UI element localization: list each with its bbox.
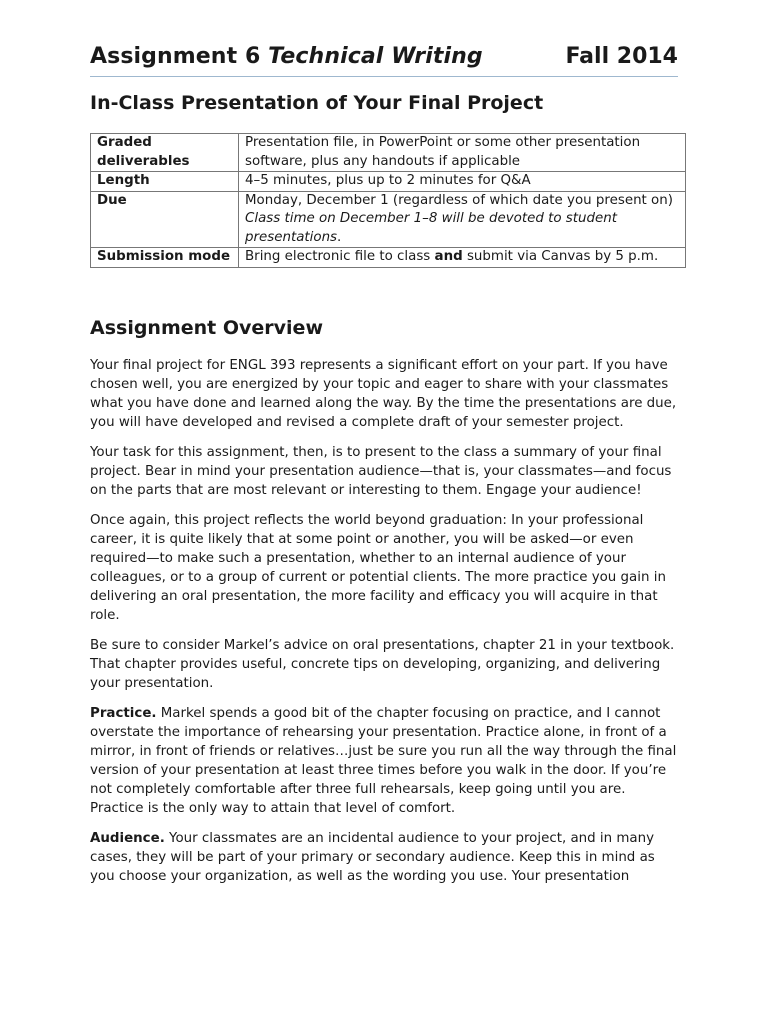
audience-paragraph <box>90 829 680 886</box>
submission-text-2: submit via Canvas by 5 p.m. <box>462 249 659 264</box>
course-name: Technical Writing <box>268 44 483 69</box>
graded-deliverables-value: Presentation file, in PowerPoint or some other presentation software, plus any handouts if applicable <box>239 134 686 172</box>
overview-paragraph-3: Once again, this project reflects the world beyond graduation: In your professional career, it is quite likely that at some point or another, you will be asked—or even required—to make such a presentation, whether to an internal audience of your colleagues, or to a group of current or potential clients. The more practice you gain in delivering an oral presentation, the more facility and efficacy you will acquire in that role. <box>90 513 666 623</box>
overview-paragraph-1: Your final project for ENGL 393 represents a significant effort on your part. If you have chosen well, you are energized by your topic and eager to share with your classmates what you have done and learned along the way. By the time the presentations are due, you will have developed and revised a complete draft of your semester project. <box>90 358 677 430</box>
audience-text: Your classmates are an incidental audience to your project, and in many cases, they will be part of your primary or secondary audience. Keep this in mind as you choose your organization, as well as the wording you use. Your presentation <box>90 831 655 884</box>
overview-heading: Assignment Overview <box>90 317 324 339</box>
overview-body <box>90 356 680 897</box>
due-cell <box>239 191 686 248</box>
submission-mode-label: Submission mode <box>91 248 239 268</box>
assignment-info-table <box>90 133 686 268</box>
submission-and: and <box>434 249 463 264</box>
overview-paragraph-4: Be sure to consider Markel’s advice on oral presentations, chapter 21 in your textbook. That chapter provides useful, concrete tips on developing, organizing, and delivering your presentation. <box>90 638 675 691</box>
table-row <box>91 172 686 192</box>
submission-mode-value <box>239 248 686 268</box>
practice-text: Markel spends a good bit of the chapter focusing on practice, and I cannot overstate the importance of rehearsing your presentation. Practice alone, in front of a mirror, in front of friends or relatives…just be sure you run all the way through the final version of your presentation at least three times before you walk in the door. If you’re not completely comfortable after three full rehearsals, keep going until you are. Practice is the only way to attain that level of comfort. <box>90 706 677 816</box>
overview-paragraph-2: Your task for this assignment, then, is to present to the class a summary of your final project. Bear in mind your presentation audience—that is, your classmates—and focus on the parts that are most relevant or interesting to them. Engage your audience! <box>90 445 672 498</box>
table-row <box>91 191 686 248</box>
submission-text-1: Bring electronic file to class <box>245 249 435 264</box>
practice-lead: Practice. <box>90 706 157 721</box>
table-row <box>91 248 686 268</box>
graded-deliverables-label: Graded deliverables <box>91 134 239 172</box>
due-note-period: . <box>337 229 342 245</box>
page-title: In-Class Presentation of Your Final Project <box>90 92 544 114</box>
due-label: Due <box>91 191 239 248</box>
length-value: 4–5 minutes, plus up to 2 minutes for Q&A <box>239 172 686 192</box>
practice-paragraph <box>90 704 680 818</box>
length-label: Length <box>91 172 239 192</box>
assignment-number: Assignment 6 <box>90 44 269 69</box>
due-value: Monday, December 1 (regardless of which date you present on) <box>245 192 673 208</box>
due-note-text: Class time on December 1–8 will be devoted to student presentations <box>245 211 617 245</box>
header-title <box>90 44 483 69</box>
table-row <box>91 134 686 172</box>
document-header <box>90 44 678 77</box>
due-note <box>245 210 679 247</box>
audience-lead: Audience. <box>90 831 165 846</box>
term-label: Fall 2014 <box>565 44 678 69</box>
